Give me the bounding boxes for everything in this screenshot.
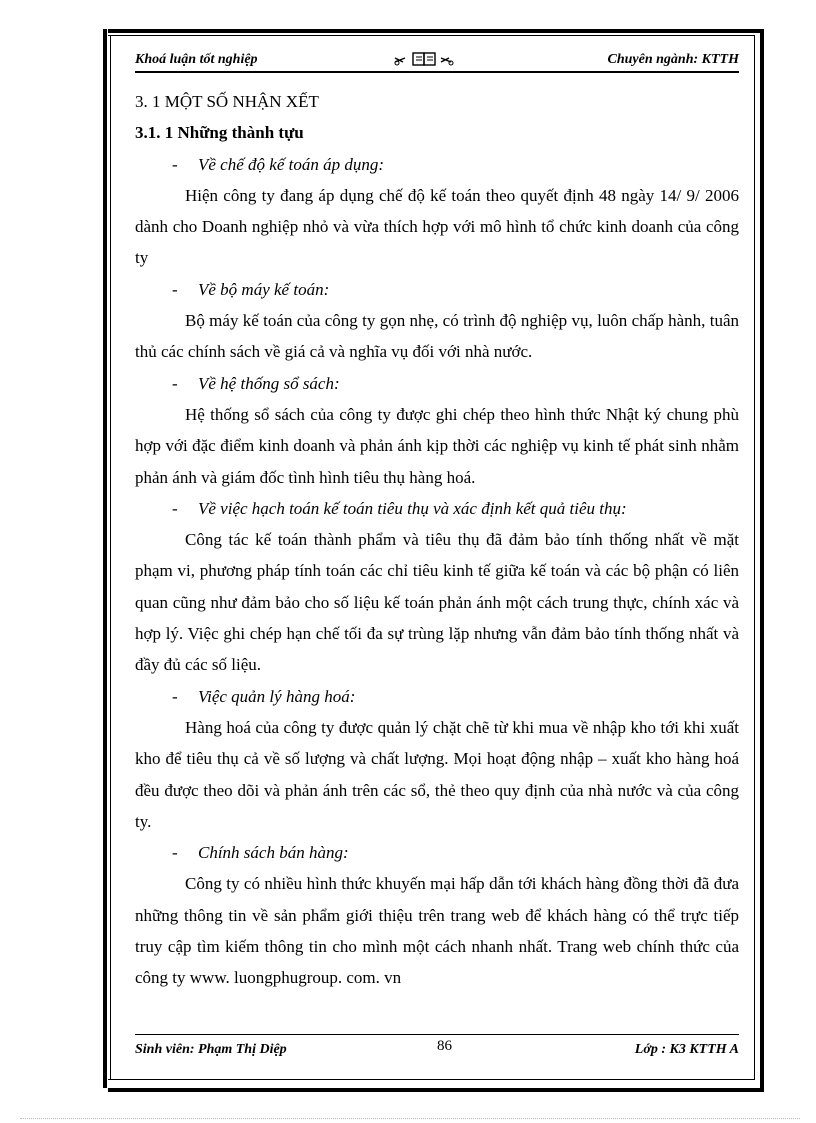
item-paragraph: Bộ máy kế toán của công ty gọn nhẹ, có trình độ nghiệp vụ, luôn chấp hành, tuân thủ các chính sách về giá cả và nghĩa vụ đối với nhà nước. [135, 311, 739, 362]
bullet-dash: - [172, 686, 178, 706]
item-heading-text: Về chế độ kế toán áp dụng: [198, 154, 384, 174]
item-heading [135, 368, 739, 399]
item-heading-text: Về bộ máy kế toán: [198, 279, 330, 299]
section-title: 3. 1 MỘT SỐ NHẬN XẾT [135, 92, 319, 111]
item-heading-text: Về việc hạch toán kế toán tiêu thụ và xác định kết quả tiêu thụ: [198, 498, 627, 518]
page-number: 86 [437, 1038, 452, 1054]
item-heading [135, 149, 739, 180]
item-paragraph: Hàng hoá của công ty được quản lý chặt chẽ từ khi mua về nhập kho tới khi xuất kho để tiêu thụ cả về số lượng và chất lượng. Mọi hoạt động nhập – xuất kho hàng hoá đều được theo dõi và phản ánh trên các sổ, thẻ theo quy định của nhà nước và của công ty. [135, 717, 739, 831]
item-heading-text: Chính sách bán hàng: [198, 843, 349, 863]
header-major-label: Chuyên ngành: KTTH [607, 52, 739, 67]
document-body [135, 86, 739, 994]
item-heading-text: Về hệ thống sổ sách: [198, 373, 340, 393]
header-ornament-icon [393, 50, 459, 73]
footer-divider [135, 1034, 739, 1035]
item-paragraph: Công ty có nhiều hình thức khuyến mại hấp dẫn tới khách hàng đồng thời đã đưa những thông tin về sản phẩm giới thiệu trên trang web để khách hàng có thể trực tiếp truy cập tìm kiếm thông tin cho mình một cách nhanh nhất. Trang web chính thức của công ty www. luongphugroup. com. vn [135, 874, 739, 988]
page-footer [135, 1038, 739, 1060]
bullet-dash: - [172, 843, 178, 863]
footer-student-label: Sinh viên: Phạm Thị Diệp [135, 1042, 287, 1057]
page-border-left-thick [103, 29, 107, 1088]
book-ornament-icon [393, 50, 459, 68]
footer-class-label: Lớp : K3 KTTH A [634, 1042, 739, 1057]
item-paragraph: Hệ thống sổ sách của công ty được ghi chép theo hình thức Nhật ký chung phù hợp với đặc điểm kinh doanh và phản ánh kịp thời các nghiệp vụ kinh tế phát sinh nhằm phản ánh và giám đốc tình hình tiêu thụ hàng hoá. [135, 404, 739, 487]
bullet-dash: - [172, 373, 178, 393]
item-paragraph: Công tác kế toán thành phẩm và tiêu thụ đã đảm bảo tính thống nhất về mặt phạm vi, phương pháp tính toán các chỉ tiêu kinh tế giữa kế toán và các bộ phận có liên quan cũng như đảm bảo cho số liệu kế toán phản ánh một cách trung thực, chính xác và hợp lý. Việc ghi chép hạn chế tối đa sự trùng lặp nhưng vẫn đảm bảo tính thống nhất và đầy đủ các số liệu. [135, 530, 739, 675]
header-divider [135, 71, 739, 73]
page-header [135, 50, 739, 72]
bullet-dash: - [172, 279, 178, 299]
item-heading [135, 681, 739, 712]
page-edge-dotted-line [20, 1118, 800, 1119]
header-thesis-label: Khoá luận tốt nghiệp [135, 52, 258, 67]
item-heading-text: Việc quản lý hàng hoá: [198, 686, 356, 706]
subsection-title: 3.1. 1 Những thành tựu [135, 123, 304, 143]
bullet-dash: - [172, 154, 178, 174]
item-heading [135, 274, 739, 305]
item-heading [135, 837, 739, 868]
bullet-dash: - [172, 498, 178, 518]
item-heading [135, 493, 739, 524]
item-paragraph: Hiện công ty đang áp dụng chế độ kế toán theo quyết định 48 ngày 14/ 9/ 2006 dành cho Doanh nghiệp nhỏ và vừa thích hợp với mô hình tổ chức kinh doanh của công ty [135, 185, 739, 268]
